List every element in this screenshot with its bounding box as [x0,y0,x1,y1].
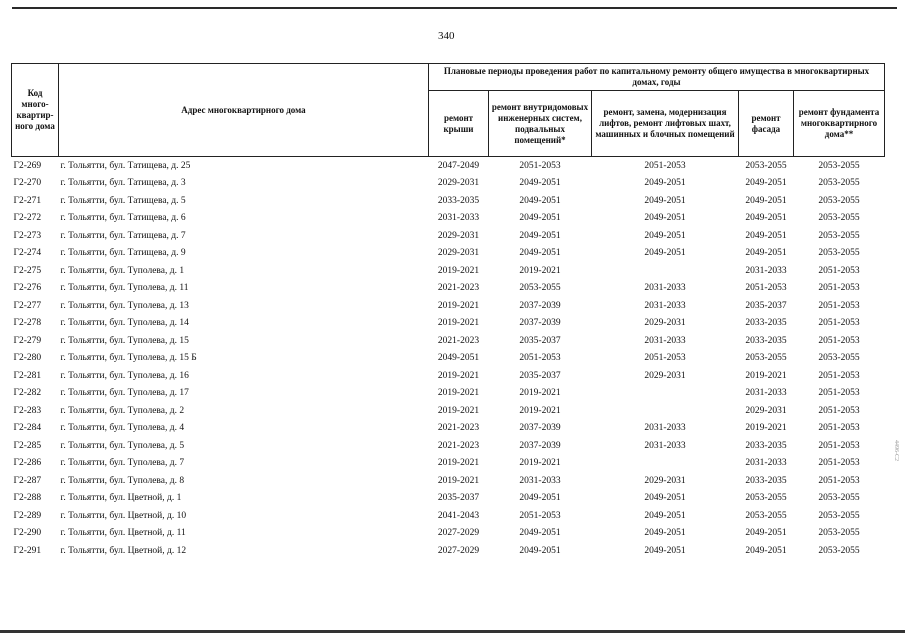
table-row [12,157,885,175]
cell-foundation: 2053-2055 [818,248,860,259]
cell-foundation: 2051-2053 [818,370,860,381]
cell-facade: 2053-2055 [745,160,787,171]
cell-roof: 2029-2031 [437,178,480,189]
cell-foundation: 2051-2053 [818,423,860,434]
cell-address: г. Тольятти, бул. Туполева, д. 16 [60,370,189,381]
header-elevator-repair: ремонт, замена, модернизация лифтов, ремонт лифтовых шахт, машинных и блочных помещений [592,91,739,157]
cell-engineering: 2051-2053 [519,160,561,171]
cell-code: Г2-286 [13,458,42,469]
header-foundation-repair: ремонт фундамента многоквартирного дома** [794,91,885,157]
table-row [12,245,885,263]
header-address: Адрес многоквартирного дома [59,64,429,157]
cell-foundation: 2051-2053 [818,458,860,469]
cell-facade: 2049-2051 [745,248,787,259]
cell-code: Г2-272 [13,213,42,224]
cell-foundation: 2053-2055 [818,213,860,224]
cell-address: г. Тольятти, бул. Туполева, д. 15 Б [60,353,197,364]
cell-address: г. Тольятти, бул. Туполева, д. 11 [60,283,189,294]
header-roof-repair: ремонт крыши [429,91,489,157]
cell-address: г. Тольятти, бул. Татищева, д. 6 [60,213,186,224]
cell-code: Г2-282 [13,388,42,399]
table-row [12,490,885,508]
cell-engineering: 2037-2039 [519,423,561,434]
cell-foundation: 2051-2053 [818,265,860,276]
cell-roof: 2029-2031 [437,230,480,241]
cell-code: Г2-275 [13,265,42,276]
cell-roof: 2031-2033 [437,213,480,224]
cell-foundation: 2053-2055 [818,195,860,206]
table-row [12,385,885,403]
header-engineering-systems-repair: ремонт внутридомовых инженерных систем, подвальных помещений* [489,91,592,157]
cell-facade: 2031-2033 [745,388,787,399]
cell-address: г. Тольятти, бул. Татищева, д. 3 [60,178,186,189]
cell-facade: 2049-2051 [745,195,787,206]
cell-engineering: 2049-2051 [519,528,561,539]
cell-facade: 2051-2053 [745,283,787,294]
cell-engineering: 2035-2037 [519,335,561,346]
cell-engineering: 2037-2039 [519,440,561,451]
cell-foundation: 2053-2055 [818,353,860,364]
cell-foundation: 2053-2055 [818,230,860,241]
cell-engineering: 2037-2039 [519,300,561,311]
cell-code: Г2-285 [13,440,42,451]
cell-facade: 2049-2051 [745,230,787,241]
cell-elevators: 2029-2031 [644,318,686,329]
cell-code: Г2-290 [13,528,42,539]
cell-address: г. Тольятти, бул. Татищева, д. 7 [60,230,186,241]
cell-facade: 2053-2055 [745,493,787,504]
cell-engineering: 2049-2051 [519,230,561,241]
table-row [12,210,885,228]
side-stamp-mark: 4496-С2 [893,440,899,461]
cell-address: г. Тольятти, бул. Туполева, д. 15 [60,335,189,346]
header-planned-periods: Плановые периоды проведения работ по капитальному ремонту общего имущества в многоквартирных домах, годы [429,64,885,91]
cell-roof: 2019-2021 [437,318,480,329]
cell-address: г. Тольятти, бул. Цветной, д. 10 [60,510,187,521]
cell-elevators: 2029-2031 [644,370,686,381]
table-row [12,542,885,560]
table-row [12,227,885,245]
cell-elevators: 2049-2051 [644,493,686,504]
cell-foundation: 2053-2055 [818,510,860,521]
cell-engineering: 2019-2021 [519,388,561,399]
cell-elevators: 2051-2053 [644,160,686,171]
table-row [12,262,885,280]
cell-facade: 2033-2035 [745,318,787,329]
cell-address: г. Тольятти, бул. Туполева, д. 1 [60,265,185,276]
cell-elevators: 2049-2051 [644,248,686,259]
cell-code: Г2-273 [13,230,42,241]
cell-engineering: 2019-2021 [519,458,561,469]
cell-elevators: 2051-2053 [644,353,686,364]
cell-facade: 2035-2037 [745,300,787,311]
cell-roof: 2021-2023 [437,440,480,451]
cell-facade: 2053-2055 [745,510,787,521]
cell-foundation: 2051-2053 [818,388,860,399]
cell-elevators: 2049-2051 [644,528,686,539]
page-number: 340 [438,30,455,42]
cell-facade: 2033-2035 [745,440,787,451]
cell-code: Г2-283 [13,405,42,416]
table-row [12,192,885,210]
cell-facade: 2029-2031 [745,405,787,416]
cell-code: Г2-279 [13,335,42,346]
cell-facade: 2031-2033 [745,265,787,276]
cell-engineering: 2049-2051 [519,493,561,504]
cell-roof: 2019-2021 [437,405,480,416]
cell-roof: 2021-2023 [437,423,480,434]
cell-address: г. Тольятти, бул. Туполева, д. 5 [60,440,185,451]
cell-facade: 2033-2035 [745,475,787,486]
cell-roof: 2019-2021 [437,458,480,469]
cell-foundation: 2053-2055 [818,493,860,504]
cell-engineering: 2037-2039 [519,318,561,329]
cell-elevators: 2031-2033 [644,335,686,346]
table-row [12,472,885,490]
cell-roof: 2019-2021 [437,475,480,486]
cell-elevators [592,385,739,403]
cell-elevators: 2029-2031 [644,475,686,486]
cell-facade: 2049-2051 [745,213,787,224]
cell-address: г. Тольятти, бул. Туполева, д. 13 [60,300,189,311]
cell-elevators: 2049-2051 [644,213,686,224]
cell-engineering: 2051-2053 [519,353,561,364]
cell-facade: 2049-2051 [745,545,787,556]
cell-address: г. Тольятти, бул. Цветной, д. 12 [60,545,187,556]
cell-foundation: 2053-2055 [818,545,860,556]
cell-code: Г2-287 [13,475,42,486]
cell-address: г. Тольятти, бул. Цветной, д. 1 [60,493,182,504]
cell-code: Г2-280 [13,353,42,364]
table-row [12,280,885,298]
cell-facade: 2019-2021 [745,370,787,381]
cell-code: Г2-278 [13,318,42,329]
cell-facade: 2033-2035 [745,335,787,346]
cell-engineering: 2019-2021 [519,265,561,276]
cell-roof: 2021-2023 [437,283,480,294]
header-code: Код много-квартир-ного дома [12,64,59,157]
cell-roof: 2029-2031 [437,248,480,259]
cell-engineering: 2049-2051 [519,248,561,259]
table-row [12,367,885,385]
cell-address: г. Тольятти, бул. Туполева, д. 14 [60,318,189,329]
cell-foundation: 2051-2053 [818,475,860,486]
cell-address: г. Тольятти, бул. Туполева, д. 17 [60,388,189,399]
cell-roof: 2019-2021 [437,370,480,381]
cell-code: Г2-281 [13,370,42,381]
cell-code: Г2-288 [13,493,42,504]
cell-roof: 2047-2049 [437,160,480,171]
capital-repair-schedule-table [11,63,885,560]
cell-foundation: 2051-2053 [818,283,860,294]
cell-foundation: 2053-2055 [818,178,860,189]
cell-address: г. Тольятти, бул. Татищева, д. 25 [60,160,191,171]
cell-engineering: 2049-2051 [519,545,561,556]
cell-foundation: 2053-2055 [818,528,860,539]
table-row [12,525,885,543]
cell-facade: 2053-2055 [745,353,787,364]
cell-elevators: 2031-2033 [644,423,686,434]
cell-elevators [592,402,739,420]
cell-elevators: 2031-2033 [644,300,686,311]
cell-engineering: 2031-2033 [519,475,561,486]
table-row [12,402,885,420]
cell-elevators: 2049-2051 [644,230,686,241]
cell-elevators [592,455,739,473]
cell-code: Г2-270 [13,178,42,189]
cell-engineering: 2053-2055 [519,283,561,294]
cell-roof: 2019-2021 [437,300,480,311]
table-row [12,437,885,455]
cell-engineering: 2035-2037 [519,370,561,381]
table-row [12,332,885,350]
cell-code: Г2-269 [13,160,42,171]
cell-roof: 2041-2043 [437,510,480,521]
cell-engineering: 2049-2051 [519,178,561,189]
cell-roof: 2021-2023 [437,335,480,346]
cell-address: г. Тольятти, бул. Туполева, д. 2 [60,405,185,416]
cell-code: Г2-274 [13,248,42,259]
table-body [12,157,885,560]
cell-roof: 2027-2029 [437,528,480,539]
cell-facade: 2049-2051 [745,178,787,189]
cell-roof: 2049-2051 [437,353,480,364]
cell-code: Г2-289 [13,510,42,521]
cell-code: Г2-284 [13,423,42,434]
cell-elevators [592,262,739,280]
cell-address: г. Тольятти, бул. Татищева, д. 5 [60,195,186,206]
cell-facade: 2031-2033 [745,458,787,469]
cell-elevators: 2031-2033 [644,440,686,451]
cell-code: Г2-276 [13,283,42,294]
cell-foundation: 2051-2053 [818,440,860,451]
cell-foundation: 2051-2053 [818,300,860,311]
cell-address: г. Тольятти, бул. Туполева, д. 8 [60,475,185,486]
cell-address: г. Тольятти, бул. Туполева, д. 7 [60,458,185,469]
cell-roof: 2019-2021 [437,388,480,399]
cell-roof: 2019-2021 [437,265,480,276]
cell-elevators: 2049-2051 [644,510,686,521]
table-row [12,350,885,368]
cell-address: г. Тольятти, бул. Татищева, д. 9 [60,248,186,259]
cell-facade: 2049-2051 [745,528,787,539]
cell-foundation: 2051-2053 [818,335,860,346]
cell-code: Г2-291 [13,545,42,556]
cell-facade: 2019-2021 [745,423,787,434]
table-row [12,175,885,193]
table-header [12,64,885,157]
table-row [12,315,885,333]
cell-elevators: 2049-2051 [644,195,686,206]
cell-address: г. Тольятти, бул. Цветной, д. 11 [60,528,186,539]
bottom-rule [0,630,905,633]
table-row [12,507,885,525]
cell-foundation: 2053-2055 [818,160,860,171]
cell-engineering: 2049-2051 [519,195,561,206]
cell-roof: 2035-2037 [437,493,480,504]
cell-roof: 2033-2035 [437,195,480,206]
top-rule [12,7,897,9]
cell-elevators: 2049-2051 [644,178,686,189]
cell-roof: 2027-2029 [437,545,480,556]
cell-code: Г2-271 [13,195,42,206]
cell-engineering: 2049-2051 [519,213,561,224]
cell-elevators: 2031-2033 [644,283,686,294]
cell-code: Г2-277 [13,300,42,311]
header-facade-repair: ремонт фасада [739,91,794,157]
table-row [12,420,885,438]
table-row [12,297,885,315]
cell-address: г. Тольятти, бул. Туполева, д. 4 [60,423,185,434]
cell-elevators: 2049-2051 [644,545,686,556]
cell-foundation: 2051-2053 [818,318,860,329]
cell-engineering: 2051-2053 [519,510,561,521]
table-row [12,455,885,473]
cell-foundation: 2051-2053 [818,405,860,416]
cell-engineering: 2019-2021 [519,405,561,416]
